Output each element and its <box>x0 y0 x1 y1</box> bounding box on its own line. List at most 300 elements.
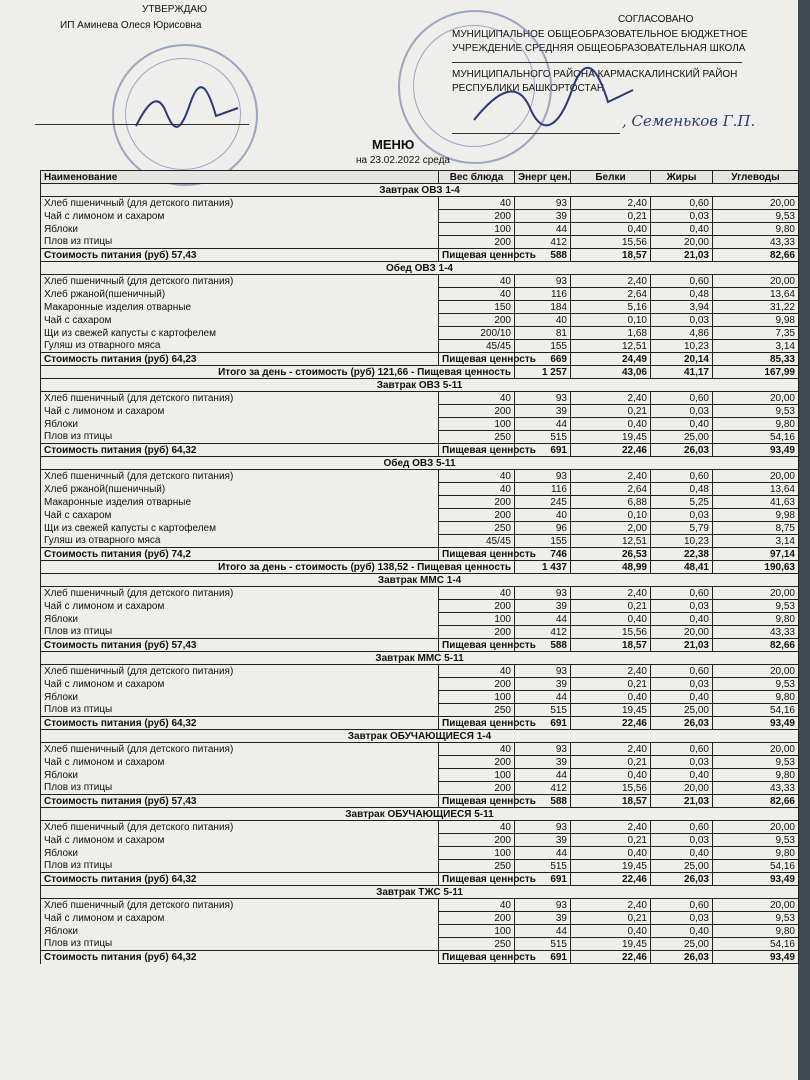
total-carbs: 82,66 <box>713 249 799 262</box>
dish-weight: 150 <box>439 301 515 314</box>
table-row <box>41 405 799 418</box>
dish-name: Яблоки <box>41 769 439 782</box>
dish-energy: 44 <box>515 418 571 431</box>
section-cost: Стоимость питания (руб) 64,32 <box>44 951 197 963</box>
dish-energy: 93 <box>515 197 571 210</box>
dish-weight: 250 <box>439 938 515 951</box>
day-total-fat: 41,17 <box>651 366 713 379</box>
dish-name: Хлеб пшеничный (для детского питания) <box>41 197 439 210</box>
dish-protein: 19,45 <box>571 938 651 951</box>
day-total-carbs: 167,99 <box>713 366 799 379</box>
total-fat: 21,03 <box>651 795 713 808</box>
dish-weight: 200 <box>439 210 515 223</box>
dish-protein: 12,51 <box>571 535 651 548</box>
dish-carbs: 43,33 <box>713 236 799 249</box>
dish-name: Чай с лимоном и сахаром <box>41 834 439 847</box>
total-protein: 22,46 <box>571 444 651 457</box>
total-protein: 24,49 <box>571 353 651 366</box>
day-total-carbs: 190,63 <box>713 561 799 574</box>
dish-fat: 0,60 <box>651 899 713 912</box>
dish-energy: 39 <box>515 405 571 418</box>
section-title: Завтрак ОБУЧАЮЩИЕСЯ 5-11 <box>41 808 799 821</box>
dish-protein: 2,40 <box>571 392 651 405</box>
dish-name: Гуляш из отварного мяса <box>41 340 439 353</box>
dish-name: Яблоки <box>41 223 439 236</box>
table-row <box>41 522 799 535</box>
dish-fat: 0,40 <box>651 769 713 782</box>
dish-protein: 2,40 <box>571 821 651 834</box>
dish-protein: 15,56 <box>571 236 651 249</box>
section-cost: Стоимость питания (руб) 64,32 <box>44 873 197 885</box>
approve-signature-line <box>35 124 249 125</box>
dish-fat: 20,00 <box>651 236 713 249</box>
dish-protein: 0,10 <box>571 509 651 522</box>
dish-carbs: 31,22 <box>713 301 799 314</box>
section-cost: Стоимость питания (руб) 57,43 <box>44 639 197 651</box>
dish-carbs: 43,33 <box>713 782 799 795</box>
dish-protein: 0,40 <box>571 847 651 860</box>
total-protein: 22,46 <box>571 873 651 886</box>
dish-protein: 6,88 <box>571 496 651 509</box>
dish-fat: 0,03 <box>651 210 713 223</box>
dish-protein: 2,40 <box>571 470 651 483</box>
dish-carbs: 9,53 <box>713 834 799 847</box>
dish-carbs: 20,00 <box>713 821 799 834</box>
dish-carbs: 3,14 <box>713 340 799 353</box>
section-cost-cell <box>41 249 439 262</box>
dish-energy: 39 <box>515 210 571 223</box>
dish-fat: 5,25 <box>651 496 713 509</box>
section-title: Завтрак ОБУЧАЮЩИЕСЯ 1-4 <box>41 730 799 743</box>
dish-protein: 2,40 <box>571 587 651 600</box>
dish-name: Чай с лимоном и сахаром <box>41 600 439 613</box>
section-title-row <box>41 574 799 587</box>
dish-weight: 100 <box>439 925 515 938</box>
section-cost-cell <box>41 951 439 964</box>
dish-energy: 184 <box>515 301 571 314</box>
dish-fat: 0,60 <box>651 392 713 405</box>
table-row <box>41 613 799 626</box>
total-energy: 691 <box>515 873 571 886</box>
dish-protein: 2,64 <box>571 288 651 301</box>
dish-fat: 0,03 <box>651 756 713 769</box>
section-total-row <box>41 444 799 457</box>
dish-weight: 100 <box>439 613 515 626</box>
dish-fat: 25,00 <box>651 938 713 951</box>
dish-fat: 0,60 <box>651 587 713 600</box>
dish-name: Хлеб пшеничный (для детского питания) <box>41 587 439 600</box>
dish-protein: 0,10 <box>571 314 651 327</box>
section-cost-cell <box>41 795 439 808</box>
dish-protein: 0,21 <box>571 834 651 847</box>
section-title-row <box>41 184 799 197</box>
dish-weight: 100 <box>439 847 515 860</box>
section-cost: Стоимость питания (руб) 57,43 <box>44 249 197 261</box>
dish-carbs: 20,00 <box>713 899 799 912</box>
dish-name: Плов из птицы <box>41 860 439 873</box>
nutrition-label: Пищевая ценность <box>439 353 515 366</box>
column-header: Наименование <box>41 171 439 184</box>
dish-energy: 515 <box>515 860 571 873</box>
total-protein: 18,57 <box>571 639 651 652</box>
section-title: Обед ОВЗ 1-4 <box>41 262 799 275</box>
dish-name: Яблоки <box>41 847 439 860</box>
dish-energy: 39 <box>515 912 571 925</box>
dish-name: Яблоки <box>41 691 439 704</box>
table-row <box>41 587 799 600</box>
dish-name: Плов из птицы <box>41 938 439 951</box>
dish-name: Хлеб пшеничный (для детского питания) <box>41 470 439 483</box>
dish-energy: 44 <box>515 925 571 938</box>
table-row <box>41 509 799 522</box>
dish-protein: 12,51 <box>571 340 651 353</box>
section-title: Завтрак ОВЗ 5-11 <box>41 379 799 392</box>
dish-weight: 200 <box>439 509 515 522</box>
table-row <box>41 743 799 756</box>
table-row <box>41 314 799 327</box>
dish-name: Чай с сахаром <box>41 314 439 327</box>
section-title: Завтрак ММС 1-4 <box>41 574 799 587</box>
table-row <box>41 678 799 691</box>
dish-energy: 515 <box>515 938 571 951</box>
table-row <box>41 431 799 444</box>
dish-weight: 40 <box>439 483 515 496</box>
day-total-row <box>41 561 799 574</box>
table-row <box>41 691 799 704</box>
agreed-org-line-3: МУНИЦИПАЛЬНОГО РАЙОНА КАРМАСКАЛИНСКИЙ РАЙОН <box>452 69 738 80</box>
dish-protein: 2,40 <box>571 743 651 756</box>
total-energy: 588 <box>515 249 571 262</box>
dish-energy: 245 <box>515 496 571 509</box>
section-title-row <box>41 652 799 665</box>
table-row <box>41 782 799 795</box>
dish-protein: 15,56 <box>571 782 651 795</box>
dish-fat: 0,03 <box>651 912 713 925</box>
section-cost-cell <box>41 873 439 886</box>
section-title: Завтрак ТЖС 5-11 <box>41 886 799 899</box>
agreed-org-line-2: УЧРЕЖДЕНИЕ СРЕДНЯЯ ОБЩЕОБРАЗОВАТЕЛЬНАЯ ШКОЛА <box>452 43 746 54</box>
dish-weight: 40 <box>439 665 515 678</box>
total-fat: 21,03 <box>651 639 713 652</box>
dish-carbs: 9,80 <box>713 769 799 782</box>
dish-energy: 44 <box>515 769 571 782</box>
table-row <box>41 418 799 431</box>
date-line: на 23.02.2022 среда <box>356 155 450 166</box>
table-row <box>41 496 799 509</box>
column-header: Энерг цен. <box>515 171 571 184</box>
dish-weight: 200 <box>439 314 515 327</box>
section-cost: Стоимость питания (руб) 64,23 <box>44 353 197 365</box>
table-row <box>41 821 799 834</box>
dish-carbs: 9,80 <box>713 223 799 236</box>
day-total-energy: 1 257 <box>515 366 571 379</box>
dish-fat: 0,03 <box>651 834 713 847</box>
dish-fat: 0,03 <box>651 314 713 327</box>
dish-weight: 100 <box>439 223 515 236</box>
dish-name: Хлеб ржаной(пшеничный) <box>41 288 439 301</box>
section-total-row <box>41 795 799 808</box>
dish-protein: 1,68 <box>571 327 651 340</box>
table-row <box>41 600 799 613</box>
dish-protein: 0,21 <box>571 600 651 613</box>
dish-energy: 93 <box>515 470 571 483</box>
dish-energy: 44 <box>515 691 571 704</box>
total-fat: 26,03 <box>651 873 713 886</box>
total-carbs: 93,49 <box>713 444 799 457</box>
dish-carbs: 9,53 <box>713 912 799 925</box>
dish-fat: 20,00 <box>651 782 713 795</box>
dish-name: Чай с лимоном и сахаром <box>41 210 439 223</box>
dish-protein: 0,40 <box>571 691 651 704</box>
dish-name: Плов из птицы <box>41 431 439 444</box>
section-title: Завтрак ОВЗ 1-4 <box>41 184 799 197</box>
agreed-line-1 <box>452 62 742 63</box>
section-cost: Стоимость питания (руб) 74,2 <box>44 548 191 560</box>
total-energy: 691 <box>515 717 571 730</box>
agreed-org-line-1: МУНИЦИПАЛЬНОЕ ОБЩЕОБРАЗОВАТЕЛЬНОЕ БЮДЖЕТНОЕ <box>452 29 748 40</box>
dish-energy: 93 <box>515 392 571 405</box>
approve-name: ИП Аминева Олеся Юрисовна <box>60 20 202 31</box>
column-header: Белки <box>571 171 651 184</box>
table-row <box>41 236 799 249</box>
total-carbs: 85,33 <box>713 353 799 366</box>
dish-energy: 155 <box>515 340 571 353</box>
dish-name: Макаронные изделия отварные <box>41 496 439 509</box>
dish-name: Гуляш из отварного мяса <box>41 535 439 548</box>
table-header-row <box>41 171 799 184</box>
dish-energy: 39 <box>515 834 571 847</box>
dish-carbs: 54,16 <box>713 704 799 717</box>
dish-carbs: 13,64 <box>713 288 799 301</box>
day-total-label: Итого за день - стоимость (руб) 121,66 - Пищевая ценность <box>41 366 515 379</box>
dish-fat: 0,60 <box>651 743 713 756</box>
dish-energy: 116 <box>515 288 571 301</box>
dish-name: Щи из свежей капусты с картофелем <box>41 327 439 340</box>
dish-name: Плов из птицы <box>41 704 439 717</box>
dish-fat: 0,03 <box>651 678 713 691</box>
table-row <box>41 626 799 639</box>
dish-fat: 0,03 <box>651 600 713 613</box>
dish-fat: 25,00 <box>651 704 713 717</box>
table-row <box>41 288 799 301</box>
dish-energy: 39 <box>515 600 571 613</box>
dish-weight: 200 <box>439 405 515 418</box>
dish-name: Хлеб пшеничный (для детского питания) <box>41 275 439 288</box>
nutrition-label: Пищевая ценность <box>439 873 515 886</box>
dish-name: Яблоки <box>41 613 439 626</box>
dish-weight: 250 <box>439 860 515 873</box>
total-protein: 18,57 <box>571 249 651 262</box>
dish-protein: 2,40 <box>571 899 651 912</box>
dish-weight: 200/10 <box>439 327 515 340</box>
dish-energy: 412 <box>515 236 571 249</box>
dish-carbs: 3,14 <box>713 535 799 548</box>
dish-weight: 40 <box>439 470 515 483</box>
dish-protein: 15,56 <box>571 626 651 639</box>
dish-name: Хлеб пшеничный (для детского питания) <box>41 665 439 678</box>
dish-carbs: 9,80 <box>713 925 799 938</box>
dish-name: Плов из птицы <box>41 236 439 249</box>
dish-fat: 0,40 <box>651 613 713 626</box>
dish-carbs: 9,53 <box>713 756 799 769</box>
table-row <box>41 925 799 938</box>
total-fat: 20,14 <box>651 353 713 366</box>
day-total-row <box>41 366 799 379</box>
dish-weight: 40 <box>439 288 515 301</box>
dish-weight: 40 <box>439 587 515 600</box>
dish-energy: 81 <box>515 327 571 340</box>
table-row <box>41 769 799 782</box>
day-total-fat: 48,41 <box>651 561 713 574</box>
dish-protein: 2,64 <box>571 483 651 496</box>
section-total-row <box>41 249 799 262</box>
table-row <box>41 301 799 314</box>
dish-carbs: 20,00 <box>713 197 799 210</box>
section-title-row <box>41 262 799 275</box>
total-protein: 18,57 <box>571 795 651 808</box>
nutrition-label: Пищевая ценность <box>439 639 515 652</box>
dish-energy: 39 <box>515 678 571 691</box>
section-total-row <box>41 873 799 886</box>
dish-fat: 0,60 <box>651 275 713 288</box>
dish-carbs: 9,80 <box>713 613 799 626</box>
dish-energy: 412 <box>515 782 571 795</box>
section-cost-cell <box>41 717 439 730</box>
dish-name: Хлеб пшеничный (для детского питания) <box>41 821 439 834</box>
dish-protein: 19,45 <box>571 704 651 717</box>
section-cost: Стоимость питания (руб) 57,43 <box>44 795 197 807</box>
dish-weight: 250 <box>439 704 515 717</box>
nutrition-label: Пищевая ценность <box>439 717 515 730</box>
dish-carbs: 54,16 <box>713 431 799 444</box>
table-row <box>41 340 799 353</box>
table-row <box>41 327 799 340</box>
dish-name: Чай с лимоном и сахаром <box>41 405 439 418</box>
section-title-row <box>41 886 799 899</box>
dish-fat: 0,60 <box>651 821 713 834</box>
dish-energy: 96 <box>515 522 571 535</box>
dish-fat: 0,48 <box>651 288 713 301</box>
dish-weight: 250 <box>439 431 515 444</box>
section-title-row <box>41 379 799 392</box>
dish-carbs: 9,80 <box>713 847 799 860</box>
table-row <box>41 834 799 847</box>
dish-weight: 40 <box>439 275 515 288</box>
dish-weight: 200 <box>439 678 515 691</box>
table-row <box>41 223 799 236</box>
dish-protein: 0,40 <box>571 223 651 236</box>
table-row <box>41 392 799 405</box>
agreed-signed-name: , Семеньков Г.П. <box>622 112 756 130</box>
dish-name: Хлеб ржаной(пшеничный) <box>41 483 439 496</box>
dish-weight: 200 <box>439 236 515 249</box>
dish-name: Чай с лимоном и сахаром <box>41 678 439 691</box>
dish-weight: 200 <box>439 782 515 795</box>
dish-name: Щи из свежей капусты с картофелем <box>41 522 439 535</box>
dish-name: Яблоки <box>41 925 439 938</box>
table-row <box>41 197 799 210</box>
dish-protein: 0,21 <box>571 678 651 691</box>
right-signature <box>468 60 638 140</box>
dish-protein: 0,40 <box>571 613 651 626</box>
dish-carbs: 13,64 <box>713 483 799 496</box>
nutrition-label: Пищевая ценность <box>439 795 515 808</box>
total-energy: 588 <box>515 795 571 808</box>
dish-weight: 100 <box>439 691 515 704</box>
day-total-label: Итого за день - стоимость (руб) 138,52 - Пищевая ценность <box>41 561 515 574</box>
agreed-org-line-4: РЕСПУБЛИКИ БАШКОРТОСТАН <box>452 83 605 94</box>
dish-name: Плов из птицы <box>41 626 439 639</box>
dish-protein: 0,40 <box>571 418 651 431</box>
section-cost-cell <box>41 639 439 652</box>
dish-carbs: 20,00 <box>713 587 799 600</box>
dish-fat: 0,60 <box>651 197 713 210</box>
dish-energy: 515 <box>515 704 571 717</box>
table-row <box>41 704 799 717</box>
section-cost: Стоимость питания (руб) 64,32 <box>44 444 197 456</box>
total-carbs: 93,49 <box>713 873 799 886</box>
dish-carbs: 9,80 <box>713 691 799 704</box>
dish-fat: 3,94 <box>651 301 713 314</box>
day-total-energy: 1 437 <box>515 561 571 574</box>
dish-carbs: 9,98 <box>713 314 799 327</box>
dish-fat: 0,40 <box>651 925 713 938</box>
dish-weight: 45/45 <box>439 535 515 548</box>
dish-carbs: 20,00 <box>713 665 799 678</box>
dish-name: Чай с лимоном и сахаром <box>41 756 439 769</box>
agreed-label: СОГЛАСОВАНО <box>618 14 694 25</box>
total-fat: 22,38 <box>651 548 713 561</box>
dish-energy: 116 <box>515 483 571 496</box>
dish-energy: 40 <box>515 314 571 327</box>
dish-carbs: 7,35 <box>713 327 799 340</box>
column-header: Вес блюда <box>439 171 515 184</box>
dish-carbs: 9,80 <box>713 418 799 431</box>
dish-name: Макаронные изделия отварные <box>41 301 439 314</box>
dish-fat: 25,00 <box>651 860 713 873</box>
dish-fat: 0,60 <box>651 665 713 678</box>
dish-name: Чай с лимоном и сахаром <box>41 912 439 925</box>
dish-fat: 0,48 <box>651 483 713 496</box>
table-row <box>41 912 799 925</box>
dish-fat: 0,40 <box>651 847 713 860</box>
dish-carbs: 20,00 <box>713 743 799 756</box>
dish-carbs: 20,00 <box>713 392 799 405</box>
dish-fat: 0,40 <box>651 691 713 704</box>
dish-energy: 93 <box>515 899 571 912</box>
total-protein: 22,46 <box>571 717 651 730</box>
dish-protein: 0,21 <box>571 756 651 769</box>
dish-protein: 19,45 <box>571 431 651 444</box>
dish-fat: 10,23 <box>651 535 713 548</box>
section-total-row <box>41 951 799 964</box>
section-cost-cell <box>41 353 439 366</box>
dish-protein: 0,21 <box>571 405 651 418</box>
dish-weight: 200 <box>439 626 515 639</box>
total-carbs: 97,14 <box>713 548 799 561</box>
total-carbs: 93,49 <box>713 951 799 964</box>
dish-protein: 0,21 <box>571 210 651 223</box>
dish-energy: 515 <box>515 431 571 444</box>
dish-weight: 200 <box>439 756 515 769</box>
section-title-row <box>41 457 799 470</box>
dish-weight: 40 <box>439 899 515 912</box>
dish-energy: 93 <box>515 743 571 756</box>
dish-protein: 5,16 <box>571 301 651 314</box>
dish-carbs: 9,53 <box>713 210 799 223</box>
column-header: Жиры <box>651 171 713 184</box>
dish-protein: 2,00 <box>571 522 651 535</box>
